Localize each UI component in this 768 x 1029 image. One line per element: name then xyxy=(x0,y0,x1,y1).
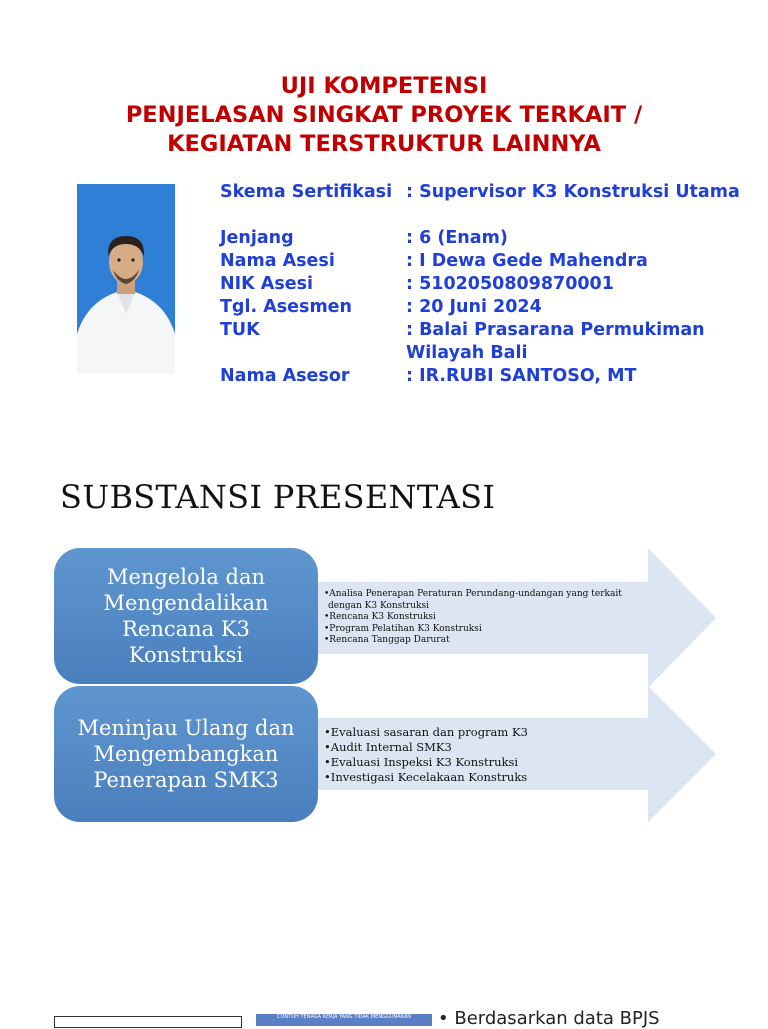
info-label: Skema Sertifikasi xyxy=(220,182,393,202)
heading-line: Penerapan SMK3 xyxy=(93,768,279,792)
info-value: : 6 (Enam) xyxy=(406,228,508,248)
candidate-photo xyxy=(77,184,175,374)
title-line-3: KEGIATAN TERSTRUKTUR LAINNYA xyxy=(167,131,601,157)
list-item: •Evaluasi sasaran dan program K3 xyxy=(324,725,528,739)
heading-line: Konstruksi xyxy=(128,643,244,667)
list-item: dengan K3 Konstruksi xyxy=(328,600,429,611)
title-line-2: PENJELASAN SINGKAT PROYEK TERKAIT / xyxy=(125,102,643,128)
info-value: : 20 Juni 2024 xyxy=(406,297,542,317)
info-label: Jenjang xyxy=(220,228,294,248)
info-value: : Balai Prasarana Permukiman xyxy=(406,320,705,340)
block-heading-mengelola xyxy=(54,548,318,684)
bullet-list-mengelola xyxy=(324,589,622,647)
list-item: •Rencana Tanggap Darurat xyxy=(324,635,450,645)
title-line-1: UJI KOMPETENSI xyxy=(280,73,488,99)
block-heading-meninjau xyxy=(54,686,318,822)
section-title: SUBSTANSI PRESENTASI xyxy=(60,478,496,516)
bullet-list-meninjau xyxy=(324,725,528,785)
heading-line: Mengendalikan xyxy=(103,591,269,615)
info-value: : 5102050809870001 xyxy=(406,274,614,294)
heading-line: Rencana K3 xyxy=(122,617,250,641)
info-value: : IR.RUBI SANTOSO, MT xyxy=(406,366,637,386)
info-value: Wilayah Bali xyxy=(406,343,528,363)
list-item: •Evaluasi Inspeksi K3 Konstruksi xyxy=(324,755,519,769)
list-item: •Investigasi Kecelakaan Konstruks xyxy=(324,770,528,784)
heading-line: Mengelola dan xyxy=(106,565,266,589)
heading-line: Meninjau Ulang dan xyxy=(77,716,295,740)
person-portrait-icon xyxy=(77,184,175,374)
info-value: : Supervisor K3 Konstruksi Utama xyxy=(406,182,740,202)
page-title xyxy=(0,72,768,159)
info-label: Tgl. Asesmen xyxy=(220,297,353,317)
info-label: Nama Asesor xyxy=(220,366,350,386)
next-slide-box xyxy=(54,1016,242,1028)
info-label: TUK xyxy=(220,320,260,340)
next-slide-bullet: • Berdasarkan data BPJS xyxy=(438,1008,660,1029)
heading-line: Mengembangkan xyxy=(93,742,279,766)
info-label: NIK Asesi xyxy=(220,274,314,294)
list-item: •Rencana K3 Konstruksi xyxy=(324,612,436,622)
info-label: Nama Asesi xyxy=(220,251,335,271)
list-item: •Program Pelatihan K3 Konstruksi xyxy=(324,623,482,634)
list-item: •Audit Internal SMK3 xyxy=(324,740,452,754)
list-item: •Analisa Penerapan Peraturan Perundang-undangan yang terkait xyxy=(324,589,622,599)
next-slide-image: CONTOH TENAGA KERJA YANG TIDAK MENGGUNAKAN xyxy=(256,1014,432,1026)
info-value: : I Dewa Gede Mahendra xyxy=(406,251,648,271)
